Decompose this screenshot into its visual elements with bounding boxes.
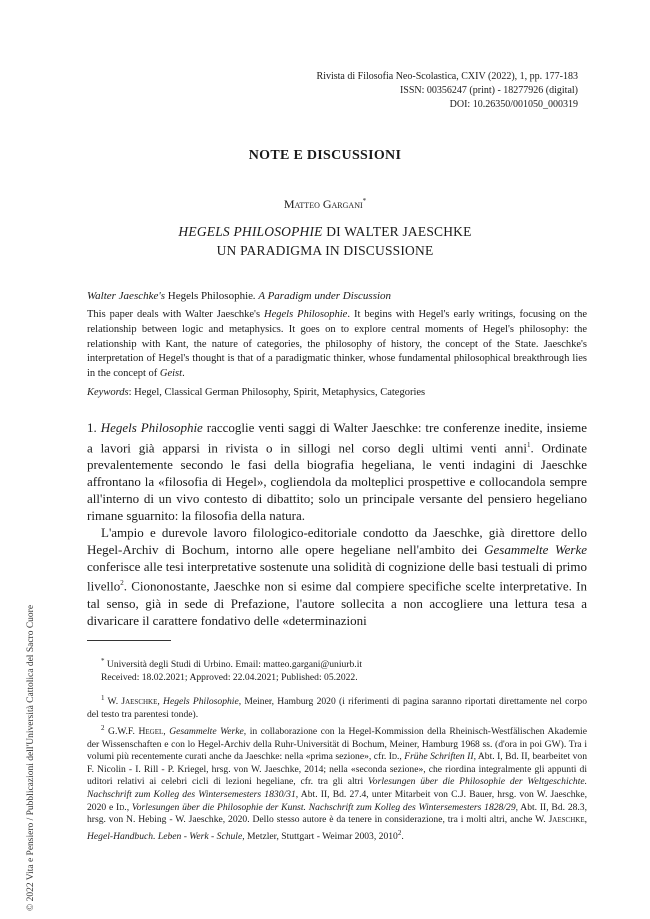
abstract-text: This paper deals with Walter Jaeschke's (87, 309, 265, 320)
footnote-text: , (157, 696, 164, 708)
footnote-text: G.W.F. (104, 725, 139, 737)
footnote-1 (87, 692, 587, 721)
journal-header (317, 70, 578, 112)
footnote-title: Gesammelte Werke (169, 725, 244, 737)
footnote-title: Hegels Philosophie (163, 696, 239, 708)
body-text (87, 420, 587, 630)
footnote-author: Hegel (138, 725, 164, 737)
footnote-ref: 1 (526, 440, 531, 449)
paragraph-1 (87, 420, 587, 525)
title-rest: DI WALTER JAESCHKE (322, 224, 472, 239)
footnote-2 (87, 722, 587, 844)
english-title (87, 290, 587, 302)
footnote-text: , (126, 801, 132, 813)
author-footnote-mark: * (362, 197, 367, 205)
abstract-text: . (182, 368, 185, 380)
footnote-title: Hegel-Handbuch. Leben - Werk - Schule (87, 830, 243, 842)
footnote-dates: Received: 18.02.2021; Approved: 22.04.2021; Published: 05.2022. (101, 671, 358, 683)
paragraph-text: raccoglie venti saggi di Walter Jaeschke: tre conferenze inedite, insieme a lavori già apparsi in rivista o in sillogi nel corso degli ultimi venti anni (87, 420, 587, 456)
title-italic-part: HEGELS PHILOSOPHIE (178, 224, 323, 239)
paragraph-text: . Ciononostante, Jaeschke non si esime dal compiere specifiche scelte interpretative. In tal senso, già in sede di Prefazione, l'autore sollecita a non accogliere una lettura tesa a divaricare il carattere fondativo delle «determinazioni (87, 578, 587, 628)
footnote-affiliation (87, 655, 587, 672)
footnote-text: , Metzler, Stuttgart - Weimar 2003, 2010 (242, 830, 398, 842)
keywords-label: Keywords (87, 387, 129, 398)
copyright-side-note: © 2022 Vita e Pensiero / Pubblicazioni dell'Università Cattolica del Sacro Cuore (26, 604, 36, 911)
footnote-text: , (399, 751, 405, 763)
footnote-text: , (584, 814, 587, 826)
footnote-author: Jaeschke (548, 814, 585, 826)
footnote-ibid: Id. (116, 801, 127, 813)
article-title (0, 222, 650, 260)
keywords-list: : Hegel, Classical German Philosophy, Spirit, Metaphysics, Categories (128, 387, 426, 398)
paragraph-text: conferisce alle tesi interpretative sostenute una solidità di cognizione delle basi testuali di primo livello (87, 558, 587, 594)
footnote-text: W. (104, 696, 122, 708)
section-title: NOTE E DISCUSSIONI (248, 148, 402, 163)
footnote-divider (87, 640, 171, 641)
footnotes (87, 655, 587, 843)
journal-citation: Rivista di Filosofia Neo-Scolastica, CXIV (2022), 1, pp. 177-183 (316, 71, 578, 82)
footnote-ibid: Id. (388, 751, 400, 763)
footnote-text: , Abt. I, Bd. II, bearbeitet von F. Nicolin - I. Rill - P. Kriegel, hrsg. von W. Jaeschke, 2014; nella «seconda sezione», che riordina integralmente gli appunti di uditori relativi ai celebri cicli di lezioni hegeliane, cfr. tra gli altri (87, 751, 588, 788)
english-title-author: Walter Jaeschke's (87, 290, 166, 302)
footnote-text: , (163, 725, 170, 737)
paragraph-2 (87, 525, 587, 630)
abstract (87, 308, 587, 382)
footnote-title: Vorlesungen über die Philosophie der Weltgeschichte. Nachschrift zum Kolleg des Wintersemesters 1830/31 (87, 776, 588, 800)
book-title: Hegels Philosophie (100, 420, 203, 435)
article-title-line-2: UN PARADIGMA IN DISCUSSIONE (216, 243, 434, 258)
affiliation-text: Università degli Studi di Urbino. Email: matteo.gargani@uniurb.it (104, 659, 363, 671)
section-number: 1. (87, 420, 101, 435)
abstract-geist: Geist (159, 368, 183, 380)
footnote-author: Jaeschke (121, 696, 158, 708)
work-title: Gesammelte Werke (484, 541, 587, 557)
footnote-text: , Abt. II, Bd. 28.3, hrsg. von N. Hebing - W. Jaeschke, 2020. Dello stesso autore è da tenere in considerazione, tra i molti altri, anche W. (87, 801, 588, 826)
author-line (0, 197, 650, 212)
footnote-mark: 1 (101, 694, 105, 703)
author-name: Matteo Gargani (283, 197, 363, 211)
edition-superscript: 2 (397, 828, 402, 837)
footnote-mark: 2 (101, 723, 105, 732)
footnote-text: , in collaborazione con la Hegel-Kommission della Rheinisch-Westfälischen Akademie der Wissenschaften e con lo Hegel-Archiv della Ruhr-Universität di Bochum, Meiner, Hamburg 1968 ss. (d'ora in poi GW). Tra i volumi più recentemente curati anche da Jaeschke: nella «prima sezione», cfr. (87, 725, 587, 763)
footnote-mark: * (101, 657, 105, 665)
abstract-text: . It begins with Hegel's early writings, focusing on the relationship between logic and metaphysics. It goes on to explore central moments of Hegel's philosophy: the relationship with Kant, the nature of categories, the philosophy of history, the concept of the State. Jaeschke's interpretation of Hegel's thought is that of a paradigmatic thinker, whose fundamental philosophical breakthrough lies in the concept of (87, 309, 587, 380)
footnote-title: Frühe Schriften II (404, 751, 474, 763)
paragraph-text: . Ordinate prevalentemente secondo le fasi della biografia hegeliana, le venti indagini di Jaeschke affrontano la «filosofia di Hegel», cogliendola da molteplici prospettive e collocandola sempre all'interno di un vivo contesto di dibattito; solo un principale versante del pensiero hegeliano rimane sguarnito: la filosofia della natura. (87, 440, 587, 523)
paragraph-text: L'ampio e durevole lavoro filologico-editoriale condotto da Jaeschke, già direttore dello Hegel-Archiv di Bochum, intorno alle opere hegeliane nell'ambito dei (87, 524, 587, 557)
doi-line: DOI: 10.26350/001050_000319 (449, 99, 578, 110)
footnote-title: Vorlesungen über die Philosophie der Kunst. Nachschrift zum Kolleg des Wintersemesters 1828/29 (131, 801, 516, 813)
english-title-subtitle: . A Paradigm under Discussion (253, 290, 392, 302)
keywords (87, 387, 587, 398)
footnote-text: . (401, 830, 404, 842)
english-title-book: Hegels Philosophie (165, 290, 254, 302)
article-title-line-1 (0, 222, 650, 241)
footnote-text: , Meiner, Hamburg 2020 (i riferimenti di pagina saranno riportati direttamente nel corpo del testo tra parentesi tonde). (87, 696, 588, 721)
issn-line: ISSN: 00356247 (print) - 18277926 (digital) (399, 85, 578, 96)
footnote-ref: 2 (120, 579, 124, 588)
footnote-text: , Abt. II, Bd. 27.4, unter Mitarbeit von C.J. Bauer, hrsg. von W. Jaeschke, 2020 e (87, 788, 588, 813)
abstract-book-title: Hegels Philosophie (264, 309, 348, 320)
